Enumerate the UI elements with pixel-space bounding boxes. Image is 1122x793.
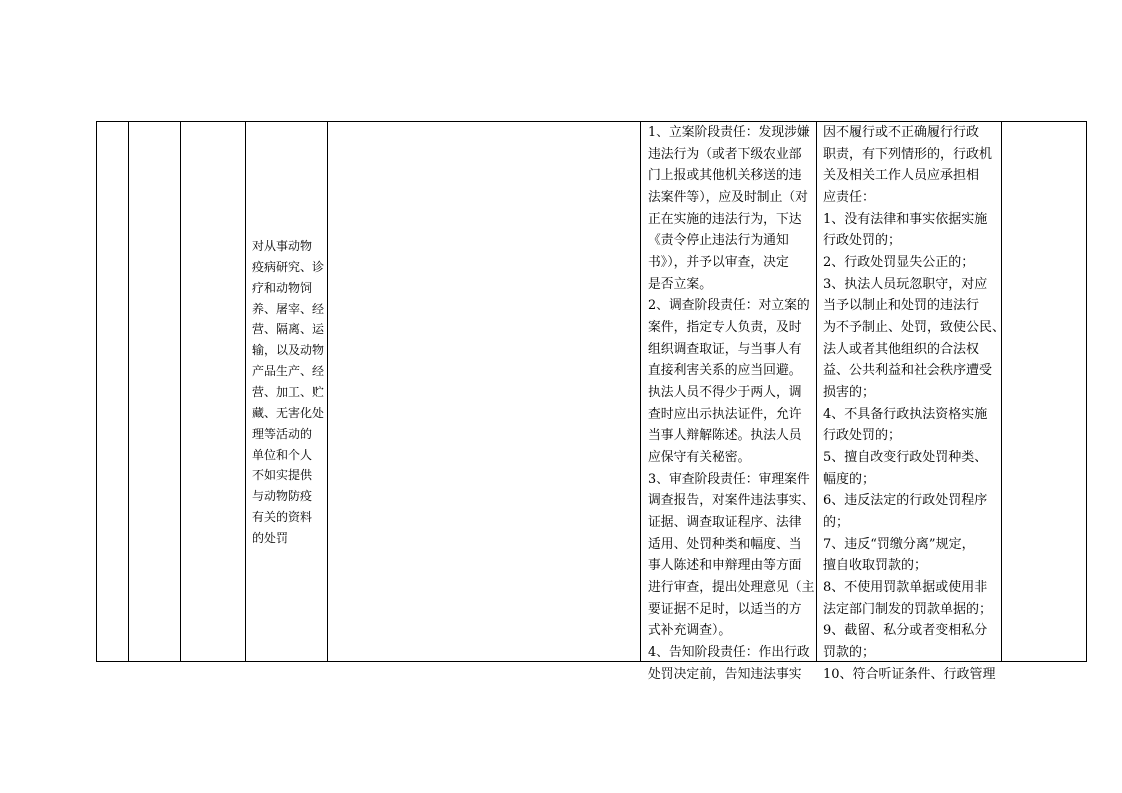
text-line: 组织调查取证，与当事人有 [648,341,802,357]
text-line: 直接利害关系的应当回避。 [648,363,802,379]
text-line: 职责，有下列情形的，行政机 [823,146,993,162]
column-divider [128,122,129,661]
text-line: 当予以制止和处罚的违法行 [823,298,980,314]
text-line: 对从事动物 [252,239,313,253]
responsibility-cell [648,122,818,685]
column-divider [180,122,181,661]
text-line: 1、没有法律和事实依据实施 [823,211,988,227]
text-line: 进行审查，提出处理意见（主 [648,580,815,596]
text-line: 输，以及动物 [252,343,325,358]
text-line: 处罚决定前，告知违法事实 [648,666,802,682]
text-line: 案件，指定专人负责，及时 [648,320,802,336]
text-line: 查时应出示执法证件，允许 [648,406,802,422]
text-line: 式补充调查）。 [648,623,732,639]
text-line: 2、调查阶段责任：对立案的 [648,298,810,314]
text-line: 要证据不足时，以适当的方 [648,601,802,617]
accountability-cell [823,122,1006,685]
text-line: 产品生产、经 [252,364,325,379]
text-line: 2、行政处罚显失公正的； [823,255,975,271]
text-line: 1、立案阶段责任：发现涉嫌 [648,125,810,140]
text-line: 的； [823,515,850,531]
text-line: 4、告知阶段责任：作出行政 [648,645,810,661]
text-line: 法人或者其他组织的合法权 [823,341,980,357]
text-line: 营、隔离、运 [252,322,325,337]
text-line: 因不履行或不正确履行行政 [823,125,980,140]
text-line: 法案件等），应及时制止（对 [648,190,808,206]
text-line: 正在实施的违法行为，下达 [648,211,802,227]
text-line: 单位和个人 [252,447,313,462]
responsibility-table [96,121,1087,682]
column-divider [245,122,246,661]
text-line: 调查报告，对案件违法事实、 [648,493,815,509]
text-line: 10、符合听证条件、行政管理 [823,666,996,682]
text-line: 《责令停止违法行为通知 [648,233,789,249]
text-line: 的处罚 [252,531,289,546]
text-line: 证据、调查取证程序、法律 [648,515,802,531]
text-line: 3、审查阶段责任：审理案件 [648,471,810,487]
text-line: 8、不使用罚款单据或使用非 [823,580,988,596]
text-line: 5、擅自改变行政处罚种类、 [823,450,988,466]
column-divider [1001,122,1002,661]
text-line: 藏、无害化处 [252,405,325,420]
text-line: 3、执法人员玩忽职守，对应 [823,276,988,292]
text-line: 应保守有关秘密。 [648,450,751,466]
text-line: 擅自收取罚款的； [823,558,928,574]
text-line: 行政处罚的； [823,428,902,444]
text-line: 7、违反“罚缴分离”规定， [823,536,975,552]
text-line: 损害的； [823,385,876,401]
text-line: 与动物防疫 [252,489,313,504]
text-line: 幅度的； [823,471,876,487]
text-line: 疫病研究、诊 [252,259,325,274]
text-line: 营、加工、贮 [252,385,325,400]
column-divider [640,122,641,661]
text-line: 养、屠宰、经 [252,301,325,316]
text-line: 行政处罚的； [823,233,902,249]
text-line: 当事人辩解陈述。执法人员 [648,428,802,444]
text-line: 有关的资料 [252,510,313,525]
text-line: 书》），并予以审查，决定 [648,255,789,271]
item-subject-cell [252,236,330,549]
text-line: 6、违反法定的行政处罚程序 [823,493,988,509]
text-line: 执法人员不得少于两人，调 [648,385,802,401]
text-line: 不如实提供 [252,468,313,483]
text-line: 理等活动的 [252,426,313,441]
text-line: 适用、处罚种类和幅度、当 [648,536,802,552]
text-line: 法定部门制发的罚款单据的； [823,601,993,617]
text-line: 疗和动物饲 [252,280,313,295]
text-line: 为不予制止、处罚，致使公民、 [823,320,1006,336]
text-line: 门上报或其他机关移送的违 [648,168,802,184]
text-line: 关及相关工作人员应承担相 [823,168,980,184]
text-line: 益、公共利益和社会秩序遭受 [823,363,993,379]
text-line: 罚款的； [823,645,876,661]
text-line: 违法行为（或者下级农业部 [648,146,802,162]
text-line: 应责任： [823,190,876,206]
text-line: 4、不具备行政执法资格实施 [823,406,988,422]
text-line: 9、截留、私分或者变相私分 [823,623,988,639]
text-line: 是否立案。 [648,276,712,292]
text-line: 事人陈述和申辩理由等方面 [648,558,802,574]
